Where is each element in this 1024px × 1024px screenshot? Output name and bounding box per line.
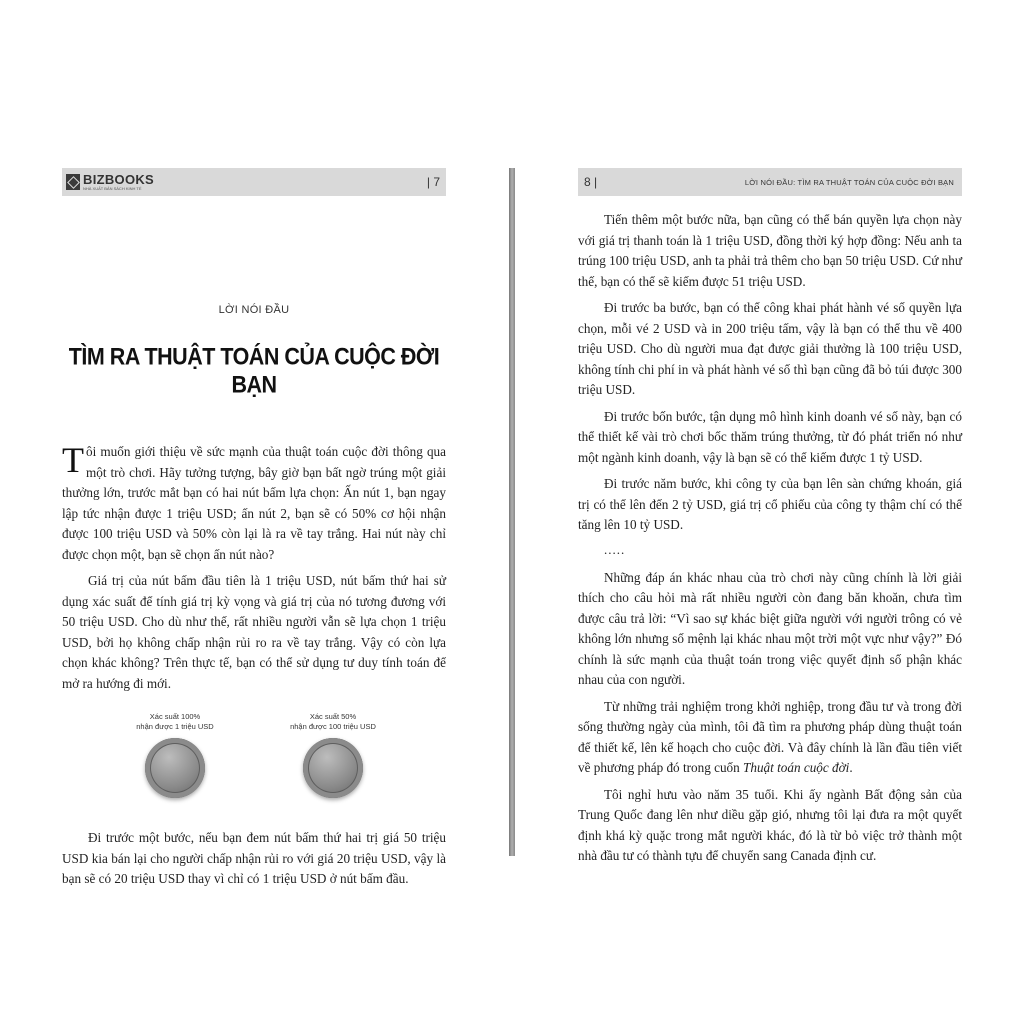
button-illustration: [62, 712, 446, 822]
left-page: [62, 168, 446, 890]
intro-paragraph: [62, 442, 446, 565]
running-chapter-title: LỜI NÓI ĐẦU: TÌM RA THUẬT TOÁN CỦA CUỘC ĐỜI BẠN: [744, 177, 954, 187]
round-button-1-icon: [145, 738, 205, 798]
body-paragraph: Những đáp án khác nhau của trò chơi này cũng chính là lời giải thích cho câu hỏi mà rất nhiều người còn đang băn khoăn, chưa tìm được câu trả lời: “Vì sao sự khác biệt giữa người với người trông có vẻ không lớn nhưng số mệnh lại khác nhau một trời một vực như vậy?” Đó chính là sức mạnh của thuật toán trong việc quyết định số phận khác nhau của con người.: [578, 569, 962, 687]
round-button-2-icon: [303, 738, 363, 798]
right-page-number: 8 |: [584, 175, 598, 189]
logo-name: BIZBOOKS: [83, 172, 155, 187]
body-paragraph: Đi trước một bước, nếu bạn đem nút bấm thứ hai trị giá 50 triệu USD kia bán lại cho người chấp nhận rủi ro với giá 20 triệu USD, vậy là bạn sẽ có 20 triệu USD thay vì chỉ có 1 triệu USD ở nút bấm đầu.: [62, 830, 446, 886]
left-page-header: [62, 168, 446, 196]
bizbooks-logo-icon: [66, 174, 80, 190]
body-paragraph: Tôi nghỉ hưu vào năm 35 tuổi. Khi ấy ngành Bất động sản của Trung Quốc đang lên như diều gặp gió, nhưng tôi lại đưa ra một quyết định khá kỳ quặc trong mắt người khác, đó là từ bỏ việc trở thành một nhà đầu tư có thành tựu để chuyển sang Canada định cư.: [578, 786, 962, 863]
section-kicker: LỜI NÓI ĐẦU: [218, 304, 290, 316]
right-page-header: [578, 168, 962, 196]
body-paragraph: Đi trước bốn bước, tận dụng mô hình kinh doanh vé số này, bạn có thể thiết kế vài trò chơi bốc thăm trúng thưởng, từ đó phát triển nó như một ngành kinh doanh, vậy là bạn sẽ có thể kiếm được 1 tỷ USD.: [578, 408, 962, 465]
button-1-figure: [120, 712, 230, 822]
button-2-figure: [278, 712, 388, 822]
button-2-caption: Xác suất 50% nhận được 100 triệu USD: [290, 712, 376, 731]
logo-tagline: NHÀ XUẤT BẢN SÁCH KINH TẾ: [83, 186, 142, 191]
body-paragraph: Tiến thêm một bước nữa, bạn cũng có thể bán quyền lựa chọn này với giá trị thanh toán là 1 triệu USD, đồng thời ký hợp đồng: Nếu anh ta trúng 100 triệu USD, anh ta phải trả thêm cho bạn 50 triệu USD. Cứ như thế, bạn có thể sẽ kiếm được 51 triệu USD.: [578, 212, 962, 289]
body-paragraph: Từ những trải nghiệm trong khởi nghiệp, trong đầu tư và trong đời sống thường ngày của mình, tôi đã tìm ra phương pháp dùng thuật toán để thiết kế, lên kế hoạch cho cuộc đời. Và đây chính là lần đầu tiên viết về phương pháp đó trong cuốn Thuật toán cuộc đời.: [578, 698, 962, 775]
book-title: Thuật toán cuộc đời: [743, 760, 850, 775]
body-paragraph: Đi trước ba bước, bạn có thể công khai phát hành vé số quyền lựa chọn, mỗi vé 2 USD và in 200 triệu tấm, vậy là bạn có thể thu về 400 triệu USD. Cho dù người mua đạt được giải thưởng là 100 triệu USD, không tính chi phí in và phát hành vé số thì bạn cũng đã bỏ túi được 300 triệu USD.: [578, 300, 962, 397]
intro-text: ôi muốn giới thiệu về sức mạnh của thuật toán cuộc đời thông qua một trò chơi. Hãy tưởng tượng, bây giờ bạn bất ngờ trúng một giải thưởng lớn, trước mắt bạn có hai nút bấm lựa chọn: Ấn nút 1, bạn ngay lập tức nhận được 1 triệu USD; ấn nút 2, bạn sẽ có 50% cơ hội nhận được 100 triệu USD và 50% còn lại là ra về tay trắng. Hai nút này chỉ được chọn một, bạn sẽ chọn ấn nút nào?: [62, 444, 446, 562]
book-spine: [509, 168, 515, 856]
body-paragraph: Giá trị của nút bấm đầu tiên là 1 triệu USD, nút bấm thứ hai sử dụng xác suất để tính giá trị kỳ vọng và giá trị của nó tương đương với 50 triệu USD. Cho dù như thế, rất nhiều người vẫn sẽ lựa chọn 1 triệu USD, bởi họ không chấp nhận rủi ro ra về tay trắng. Vậy có còn lựa chọn khác không? Trên thực tế, bạn có thể sử dụng tư duy tính toán để mở ra hướng đi mới.: [62, 573, 446, 691]
drop-cap: T: [62, 440, 84, 480]
bizbooks-logo: [66, 173, 154, 191]
chapter-title: TÌM RA THUẬT TOÁN CỦA CUỘC ĐỜI BẠN: [68, 343, 440, 398]
section-ellipsis: .....: [604, 541, 626, 557]
button-1-caption: Xác suất 100% nhận được 1 triệu USD: [136, 712, 214, 731]
body-paragraph: Đi trước năm bước, khi công ty của bạn lên sàn chứng khoán, giá trị có thể lên đến 2 tỷ USD, giá trị cổ phiếu của công ty thậm chí có thể tăng lên 10 tỷ USD.: [578, 476, 962, 532]
right-page: [578, 168, 962, 867]
left-page-number: | 7: [426, 175, 440, 189]
